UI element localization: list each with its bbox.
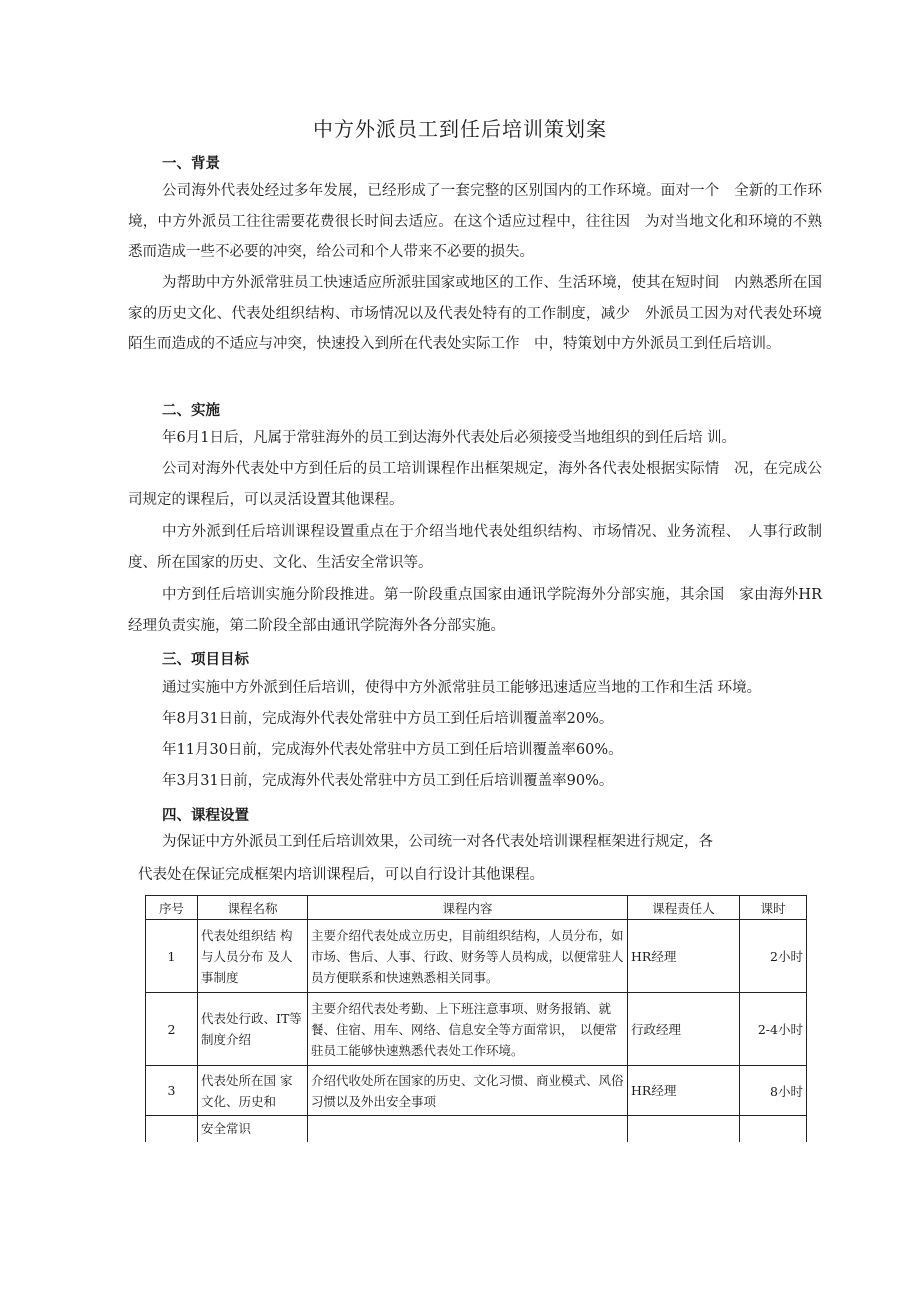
section-heading-courses: 四、课程设置 xyxy=(162,808,249,824)
section-heading-goals: 三、项目目标 xyxy=(162,652,249,668)
cell-content: 主要介绍代表处考勤、上下班注意事项、财务报销、就餐、住宿、用车、网络、信息安全等方面常识， 以便常驻员工能够快速熟悉代表处工作环境。 xyxy=(308,993,628,1066)
course-table xyxy=(145,895,807,1142)
cell-no: 2 xyxy=(146,993,198,1066)
cell-name: 安全常识 xyxy=(198,1116,308,1142)
cell-content: 主要介绍代表处成立历史，目前组织结构，人员分布，如市场、售后、人事、行政、财务等人员构成，以便常驻人员方便联系和快速熟悉相关同事。 xyxy=(308,920,628,993)
section-heading-implementation: 二、实施 xyxy=(162,403,220,419)
table-row xyxy=(146,1066,807,1116)
goals-paragraph-4: 年3月31日前，完成海外代表处常驻中方员工到任后培训覆盖率90%。 xyxy=(162,773,614,789)
goals-paragraph-1: 通过实施中方外派到任后培训，使得中方外派常驻员工能够迅速适应当地的工作和生活 环境。 xyxy=(162,680,762,696)
cell-name: 代表处行政、IT等制度介绍 xyxy=(198,993,308,1066)
header-name: 课程名称 xyxy=(198,896,308,920)
table-row xyxy=(146,920,807,993)
header-no: 序号 xyxy=(146,896,198,920)
goals-paragraph-3: 年11月30日前，完成海外代表处常驻中方员工到任后培训覆盖率60%。 xyxy=(162,742,623,758)
header-content: 课程内容 xyxy=(308,896,628,920)
cell-name: 代表处组织结 构与人员分布 及人事制度 xyxy=(198,920,308,993)
cell-hours: 2小时 xyxy=(740,920,807,993)
cell-hours: 8小时 xyxy=(740,1066,807,1116)
goals-paragraph-2: 年8月31日前，完成海外代表处常驻中方员工到任后培训覆盖率20%。 xyxy=(162,711,614,727)
page-title: 中方外派员工到任后培训策划案 xyxy=(313,117,607,141)
cell-hours: 2-4小时 xyxy=(740,993,807,1066)
implementation-paragraph-3: 中方外派到任后培训课程设置重点在于介绍当地代表处组织结构、市场情况、业务流程、 人事行政制度、所在国家的历史、文化、生活安全常识等。 xyxy=(128,524,822,571)
courses-paragraph-line-2: 代表处在保证完成框架内培训课程后，可以自行设计其他课程。 xyxy=(138,867,544,883)
cell-owner xyxy=(628,1116,740,1142)
background-paragraph-1: 公司海外代表处经过多年发展，已经形成了一套完整的区别国内的工作环境。面对一个 全新的工作环境，中方外派员工往往需要花费很长时间去适应。在这个适应过程中，往往因 为对当地文化和环境的不熟悉而造成一些不必要的冲突，给公司和个人带来不必要的损失。 xyxy=(128,183,822,260)
cell-content: 介绍代收处所在国家的历史、文化习惯、商业模式、风俗习惯以及外出安全事项 xyxy=(308,1066,628,1116)
cell-owner: 行政经理 xyxy=(628,993,740,1066)
section-heading-background: 一、背景 xyxy=(162,156,220,172)
cell-no: 3 xyxy=(146,1066,198,1116)
cell-no: 1 xyxy=(146,920,198,993)
cell-no xyxy=(146,1116,198,1142)
background-paragraph-2: 为帮助中方外派常驻员工快速适应所派驻国家或地区的工作、生活环境，使其在短时间 内熟悉所在国家的历史文化、代表处组织结构、市场情况以及代表处特有的工作制度，减少 外派员工因为对代表处环境陌生而造成的不适应与冲突，快速投入到所在代表处实际工作 中，特策划中方外派员工到任后培训。 xyxy=(128,275,822,352)
header-hours: 课时 xyxy=(740,896,807,920)
cell-hours xyxy=(740,1116,807,1142)
cell-content xyxy=(308,1116,628,1142)
table-row xyxy=(146,993,807,1066)
implementation-paragraph-1: 年6月1日后，凡属于常驻海外的员工到达海外代表处后必须接受当地组织的到任后培 训。 xyxy=(162,430,737,446)
cell-owner: HR经理 xyxy=(628,920,740,993)
implementation-paragraph-2: 公司对海外代表处中方到任后的员工培训课程作出框架规定，海外各代表处根据实际情 况，在完成公司规定的课程后，可以灵活设置其他课程。 xyxy=(128,461,822,508)
cell-owner: HR经理 xyxy=(628,1066,740,1116)
header-owner: 课程责任人 xyxy=(628,896,740,920)
courses-paragraph-line-1: 为保证中方外派员工到任后培训效果，公司统一对各代表处培训课程框架进行规定，各 xyxy=(162,834,713,850)
table-header-row xyxy=(146,896,807,920)
implementation-paragraph-4: 中方到任后培训实施分阶段推进。第一阶段重点国家由通讯学院海外分部实施，其余国 家由海外HR经理负责实施，第二阶段全部由通讯学院海外各分部实施。 xyxy=(128,587,822,634)
table-row xyxy=(146,1116,807,1142)
cell-name: 代表处所在国 家文化、历史和 xyxy=(198,1066,308,1116)
